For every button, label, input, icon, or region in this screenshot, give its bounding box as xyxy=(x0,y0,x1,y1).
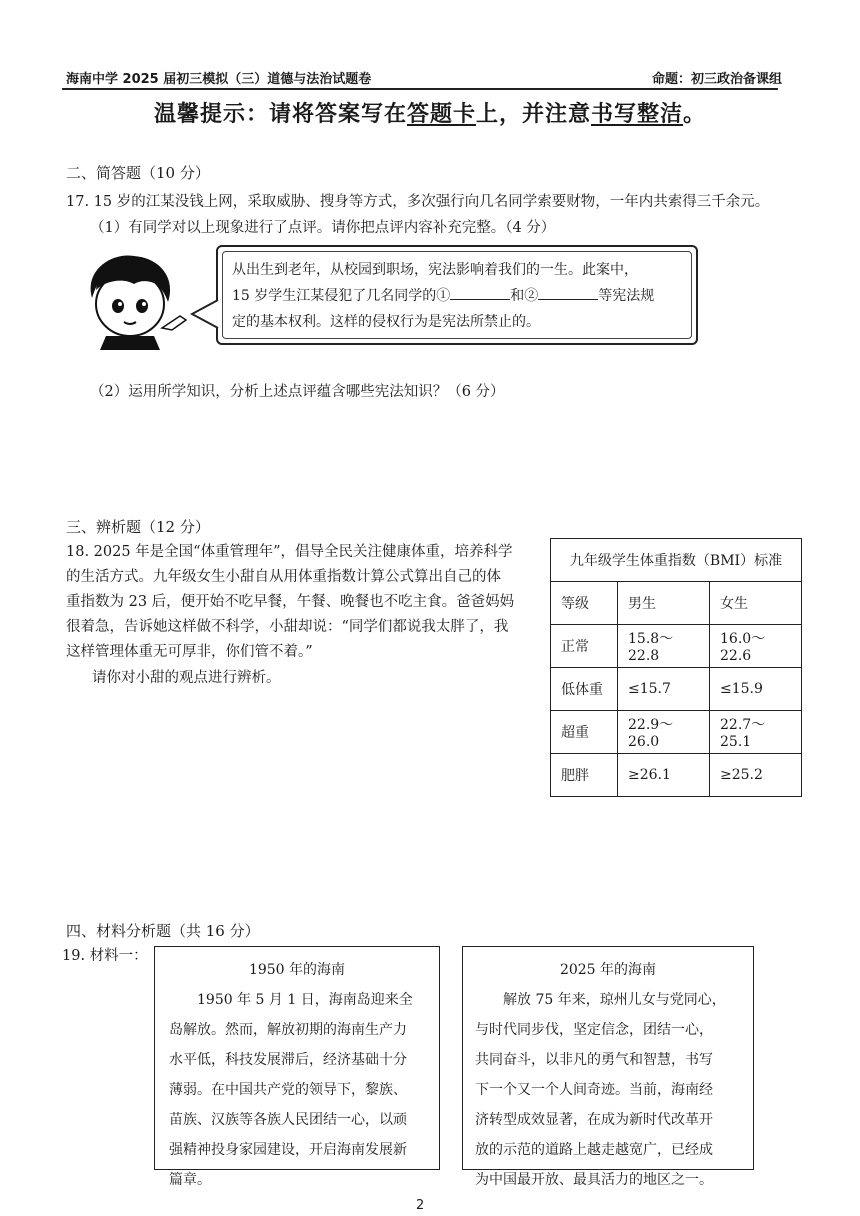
table-cell: 15.8～22.8 xyxy=(618,625,710,668)
table-cell: ≥25.2 xyxy=(710,754,802,797)
table-cell: 22.9～26.0 xyxy=(618,711,710,754)
reminder-neat-writing: 书写整洁 xyxy=(591,101,684,127)
header-divider xyxy=(62,88,778,90)
exam-header-author: 命题：初三政治备课组 xyxy=(651,72,782,87)
box-1950-line: 岛解放。然而，解放初期的海南生产力 xyxy=(169,1022,407,1038)
reminder-banner xyxy=(0,97,860,128)
box-1950-line: 薄弱。在中国共产党的领导下，黎族、 xyxy=(169,1082,407,1098)
table-cell: 肥胖 xyxy=(551,754,618,797)
box-2025-line: 下一个又一个人间奇迹。当前，海南经 xyxy=(475,1082,713,1098)
speech-bubble-comment xyxy=(216,245,698,345)
section-2-title: 二、简答题（10 分） xyxy=(66,164,210,182)
q17-sub2: （2）运用所学知识，分析上述点评蕴含哪些宪法知识？（6 分） xyxy=(90,384,505,400)
bubble-pointer xyxy=(190,298,220,330)
table-header-cell: 男生 xyxy=(618,582,710,625)
bubble-line-2a: 15 岁学生江某侵犯了几名同学的① xyxy=(232,288,451,304)
bubble-line-1: 从出生到老年，从校园到职场，宪法影响着我们的一生。此案中， xyxy=(232,262,638,278)
table-header-cell: 等级 xyxy=(551,582,618,625)
q18-prompt: 请你对小甜的观点进行辨析。 xyxy=(92,670,281,686)
box-2025-line: 济转型成效显著，在成为新时代改革开 xyxy=(475,1112,713,1128)
box-1950-line: 强精神投身家园建设，开启海南发展新 xyxy=(169,1142,407,1158)
q17-stem: 17. 15 岁的江某没钱上网，采取威胁、搜身等方式，多次强行向几名同学索要财物，一年内共索得三千余元。 xyxy=(66,194,770,210)
box-2025-line: 放的示范的道路上越走越宽广，已经成 xyxy=(475,1142,713,1158)
table-row xyxy=(551,754,802,797)
table-cell: 16.0～22.6 xyxy=(710,625,802,668)
section-4-title: 四、材料分析题（共 16 分） xyxy=(66,922,260,940)
bubble-line-2b: 和② xyxy=(510,288,539,304)
answer-blank-2[interactable] xyxy=(538,285,598,300)
reminder-answer-card: 答题卡 xyxy=(406,101,476,127)
table-row xyxy=(551,711,802,754)
q18-text xyxy=(66,540,544,665)
material-box-2025 xyxy=(462,946,754,1188)
table-header-cell: 女生 xyxy=(710,582,802,625)
box-2025-body xyxy=(463,985,753,1195)
reminder-text-3: 。 xyxy=(683,101,707,127)
box-1950-line: 1950 年 5 月 1 日，海南岛迎来全 xyxy=(197,992,413,1008)
box-1950-body xyxy=(155,985,439,1195)
q18-line: 重指数为 23 后，便开始不吃早餐，午餐、晚餐也不吃主食。爸爸妈妈 xyxy=(66,594,515,610)
table-cell: 22.7～25.1 xyxy=(710,711,802,754)
bubble-line-2 xyxy=(232,283,684,309)
table-cell: ≤15.9 xyxy=(710,668,802,711)
section-3-title: 三、辨析题（12 分） xyxy=(66,518,210,536)
table-cell: ≤15.7 xyxy=(618,668,710,711)
q18-line: 18. 2025 年是全国“体重管理年”，倡导全民关注健康体重，培养科学 xyxy=(66,544,513,560)
table-row xyxy=(551,625,802,668)
student-avatar-illustration xyxy=(72,250,190,350)
answer-blank-1[interactable] xyxy=(450,285,510,300)
box-2025-line: 为中国最开放、最具活力的地区之一。 xyxy=(475,1172,713,1188)
exam-header-title: 海南中学 2025 届初三模拟（三）道德与法治试题卷 xyxy=(66,72,372,87)
q17-sub1: （1）有同学对以上现象进行了点评。请你把点评内容补充完整。（4 分） xyxy=(90,220,556,236)
box-1950-line: 水平低，科技发展滞后，经济基础十分 xyxy=(169,1052,407,1068)
bmi-standard-table xyxy=(550,538,802,797)
bubble-text xyxy=(232,257,684,335)
q18-line: 这样管理体重无可厚非，你们管不着。” xyxy=(66,644,313,660)
box-2025-line: 共同奋斗，以非凡的勇气和智慧，书写 xyxy=(475,1052,713,1068)
material-box-1950 xyxy=(154,946,440,1188)
bubble-line-2c: 等宪法规 xyxy=(598,288,655,304)
table-title-row xyxy=(551,539,802,582)
q18-line: 的生活方式。九年级女生小甜自从用体重指数计算公式算出自己的体 xyxy=(66,569,501,585)
table-cell: 超重 xyxy=(551,711,618,754)
reminder-text-1: 温馨提示：请将答案写在 xyxy=(153,101,407,127)
page-number: 2 xyxy=(416,1198,425,1213)
box-1950-line: 苗族、汉族等各族人民团结一心，以顽 xyxy=(169,1112,407,1128)
box-1950-title: 1950 年的海南 xyxy=(248,962,346,978)
table-cell: ≥26.1 xyxy=(618,754,710,797)
reminder-text-2: 上，并注意 xyxy=(475,101,591,127)
table-cell: 低体重 xyxy=(551,668,618,711)
q18-line: 很着急，告诉她这样做不科学，小甜却说：“同学们都说我太胖了，我 xyxy=(66,619,509,635)
box-2025-title: 2025 年的海南 xyxy=(559,962,657,978)
table-title: 九年级学生体重指数（BMI）标准 xyxy=(551,539,802,582)
table-row xyxy=(551,668,802,711)
box-2025-line: 与时代同步伐，坚定信念，团结一心， xyxy=(475,1022,713,1038)
q19-material-label: 19. 材料一： xyxy=(62,948,148,964)
box-1950-line: 篇章。 xyxy=(169,1172,211,1188)
bubble-line-3: 定的基本权利。这样的侵权行为是宪法所禁止的。 xyxy=(232,314,540,330)
table-header-row xyxy=(551,582,802,625)
table-cell: 正常 xyxy=(551,625,618,668)
box-2025-line: 解放 75 年来，琼州儿女与党同心， xyxy=(503,992,726,1008)
